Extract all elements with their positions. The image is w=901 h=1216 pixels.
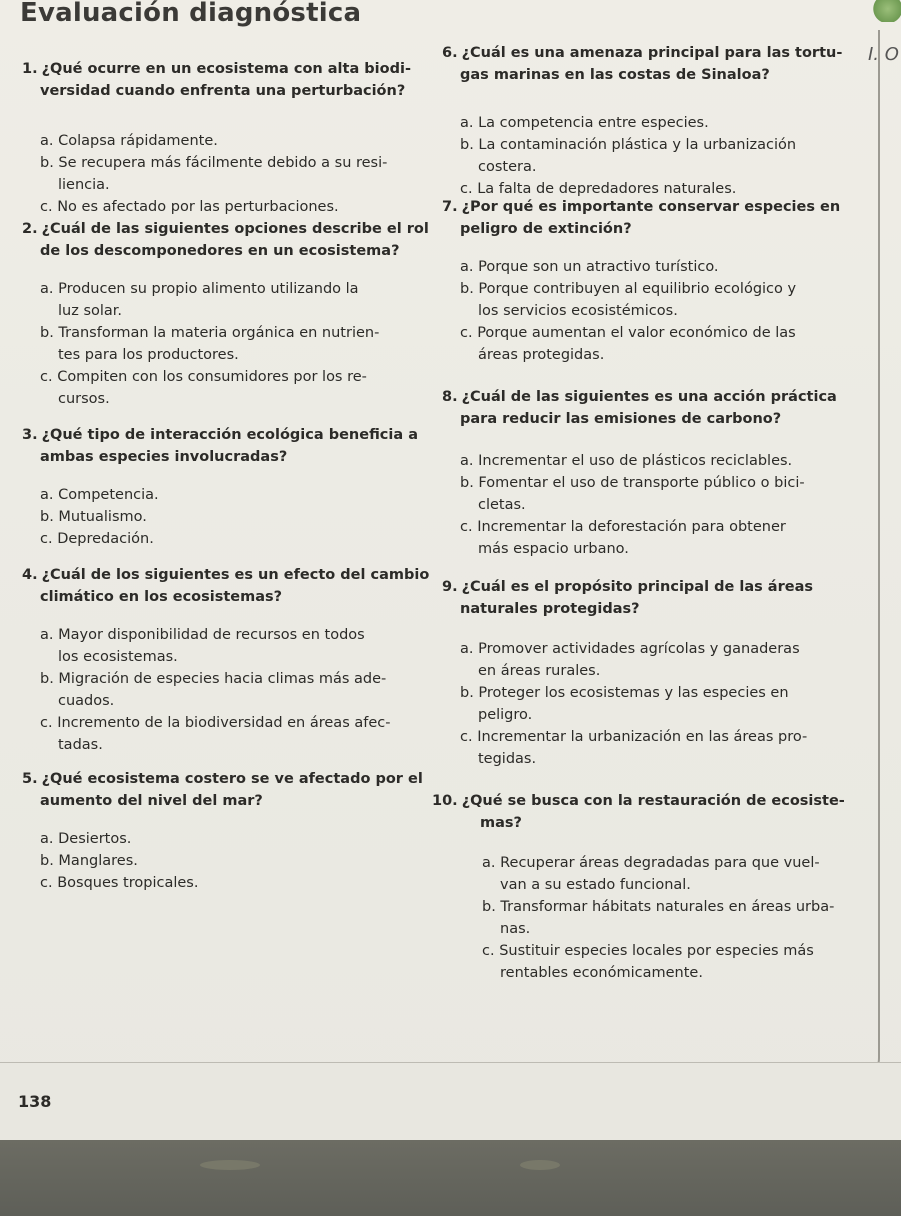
page-number: 138 <box>18 1092 52 1111</box>
question-6-option-a[interactable]: a. La competencia entre especies. <box>460 115 709 131</box>
question-3 <box>22 424 432 550</box>
background-surface <box>0 1140 901 1216</box>
question-5-option-b[interactable]: b. Manglares. <box>40 853 138 869</box>
question-2-stem: 2. ¿Cuál de las siguientes opciones describe el rol de los descomponedores en un ecosistema? <box>22 221 429 259</box>
question-9-option-c[interactable]: c. Incrementar la urbanización en las áreas pro- <box>460 729 808 745</box>
question-9-option-a[interactable]: a. Promover actividades agrícolas y ganaderas <box>460 641 800 657</box>
question-3-option-b[interactable]: b. Mutualismo. <box>40 509 147 525</box>
question-4-option-a[interactable]: a. Mayor disponibilidad de recursos en todos <box>40 627 365 643</box>
question-7-stem: 7. ¿Por qué es importante conservar especies en peligro de extinción? <box>442 199 841 237</box>
question-7-option-b[interactable]: b. Porque contribuyen al equilibrio ecológico y <box>460 281 797 297</box>
question-3-option-c[interactable]: c. Depredación. <box>40 531 154 547</box>
question-4-stem: 4. ¿Cuál de los siguientes es un efecto del cambio climático en los ecosistemas? <box>22 567 430 605</box>
question-2-option-c[interactable]: c. Compiten con los consumidores por los re- <box>40 369 367 385</box>
question-4-option-c[interactable]: c. Incremento de la biodiversidad en áreas afec- <box>40 715 391 731</box>
question-5-option-a[interactable]: a. Desiertos. <box>40 831 132 847</box>
question-8-option-b[interactable]: b. Fomentar el uso de transporte público o bici- <box>460 475 805 491</box>
question-5 <box>22 768 432 894</box>
question-1: 1. ¿Qué ocurre en un ecosistema con alta biodi- versidad cuando enfrenta una perturbación? a. Colapsa rápidamente. b. Se recupera más fácilmente debido a su resi- liencia. c. No es afectado por las perturbaciones. <box>22 58 432 218</box>
question-9: 9. ¿Cuál es el propósito principal de las áreas naturales protegidas? a. Promover actividades agrícolas y ganaderas en áreas rurales. b. Proteger los ecosistemas y las especies en peligro. c. Incrementar la urbanización en las áreas pro- tegidas. <box>442 576 862 770</box>
question-2-option-a[interactable]: a. Producen su propio alimento utilizando la <box>40 281 359 297</box>
question-3-stem: 3. ¿Qué tipo de interacción ecológica beneficia a ambas especies involucradas? <box>22 427 418 465</box>
question-10-stem: 10. ¿Qué se busca con la restauración de ecosiste- mas? <box>432 793 845 831</box>
leaf-decoration <box>868 0 901 22</box>
question-8-stem: 8. ¿Cuál de las siguientes es una acción práctica para reducir las emisiones de carbono? <box>442 389 837 427</box>
background-fleck <box>200 1160 260 1170</box>
question-8: 8. ¿Cuál de las siguientes es una acción práctica para reducir las emisiones de carbono? a. Incrementar el uso de plásticos reciclables. b. Fomentar el uso de transporte público o bici- cletas. c. Incrementar la deforestación para obtener más espacio urbano. <box>442 386 862 560</box>
question-1-option-c[interactable]: c. No es afectado por las perturbaciones. <box>40 199 339 215</box>
question-4: 4. ¿Cuál de los siguientes es un efecto del cambio climático en los ecosistemas? a. Mayor disponibilidad de recursos en todos los ecosistemas. b. Migración de especies hacia climas más ade- cuados. c. Incremento de la biodiversidad en áreas afec- tadas. <box>22 564 432 756</box>
question-7-option-c[interactable]: c. Porque aumentan el valor económico de las <box>460 325 796 341</box>
question-2: 2. ¿Cuál de las siguientes opciones describe el rol de los descomponedores en un ecosistema? a. Producen su propio alimento utilizando la luz solar. b. Transforman la materia orgánica en nutrien- tes para los productores. c. Compiten con los consumidores por los re- cursos. <box>22 218 432 410</box>
question-1-option-b[interactable]: b. Se recupera más fácilmente debido a su resi- <box>40 155 388 171</box>
question-3-option-a[interactable]: a. Competencia. <box>40 487 159 503</box>
question-10-option-c[interactable]: c. Sustituir especies locales por especies más <box>482 943 814 959</box>
question-6-stem: 6. ¿Cuál es una amenaza principal para las tortu- gas marinas en las costas de Sinaloa? <box>442 45 843 83</box>
question-7-option-a[interactable]: a. Porque son un atractivo turístico. <box>460 259 719 275</box>
question-7: 7. ¿Por qué es importante conservar especies en peligro de extinción? a. Porque son un atractivo turístico. b. Porque contribuyen al equilibrio ecológico y los servicios ecosistémicos. c. Porque aumentan el valor económico de las áreas protegidas. <box>442 196 862 366</box>
question-1-stem: 1. ¿Qué ocurre en un ecosistema con alta biodi- versidad cuando enfrenta una perturbación? <box>22 61 411 99</box>
question-6-option-b[interactable]: b. La contaminación plástica y la urbanización <box>460 137 797 153</box>
question-8-option-c[interactable]: c. Incrementar la deforestación para obtener <box>460 519 786 535</box>
question-9-stem: 9. ¿Cuál es el propósito principal de las áreas naturales protegidas? <box>442 579 813 617</box>
question-10: 10. ¿Qué se busca con la restauración de ecosiste- mas? a. Recuperar áreas degradadas para que vuel- van a su estado funcional. b. Transformar hábitats naturales en áreas urba- nas. c. Sustituir especies locales por especies más rentables económicamente. <box>432 790 862 984</box>
page-title: Evaluación diagnóstica <box>20 0 362 28</box>
question-4-option-b[interactable]: b. Migración de especies hacia climas más ade- <box>40 671 387 687</box>
question-1-option-a[interactable]: a. Colapsa rápidamente. <box>40 133 218 149</box>
corner-handwriting: I. O <box>868 44 899 65</box>
question-8-option-a[interactable]: a. Incrementar el uso de plásticos reciclables. <box>460 453 793 469</box>
page-fold <box>0 1062 901 1140</box>
background-fleck <box>520 1160 560 1170</box>
question-10-option-a[interactable]: a. Recuperar áreas degradadas para que vuel- <box>482 855 820 871</box>
question-5-option-c[interactable]: c. Bosques tropicales. <box>40 875 199 891</box>
question-5-stem: 5. ¿Qué ecosistema costero se ve afectado por el aumento del nivel del mar? <box>22 771 423 809</box>
question-9-option-b[interactable]: b. Proteger los ecosistemas y las especies en <box>460 685 789 701</box>
question-6-option-c[interactable]: c. La falta de depredadores naturales. <box>460 181 737 197</box>
question-10-option-b[interactable]: b. Transformar hábitats naturales en áreas urba- <box>482 899 835 915</box>
question-2-option-b[interactable]: b. Transforman la materia orgánica en nutrien- <box>40 325 380 341</box>
question-6: 6. ¿Cuál es una amenaza principal para las tortu- gas marinas en las costas de Sinaloa? a. La competencia entre especies. b. La contaminación plástica y la urbanización costera. c. La falta de depredadores naturales. <box>442 42 862 200</box>
